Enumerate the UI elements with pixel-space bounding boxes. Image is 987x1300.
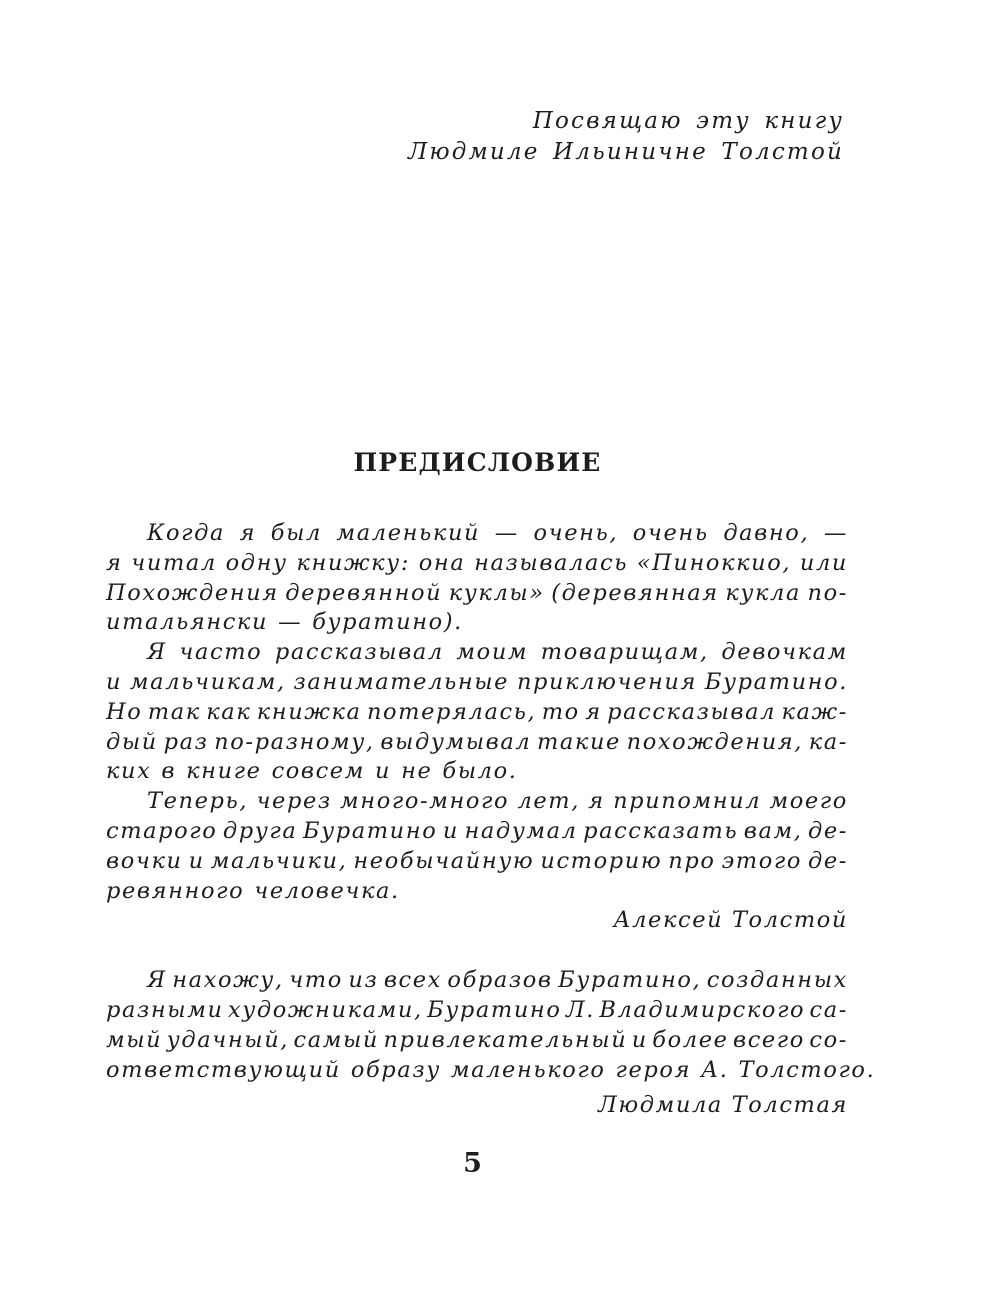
paragraph-group: [106, 519, 848, 906]
text-line: я читал одну книжку: она называлась «Пиноккио, или: [106, 549, 848, 576]
text-line: Похождения деревянной куклы» (деревянная кукла по-: [106, 579, 848, 606]
text-line: разными художниками, Буратино Л. Владимирского са-: [106, 996, 848, 1023]
text-line: Когда я был маленький — очень, очень давно, —: [147, 520, 848, 546]
preface-text: [106, 519, 876, 1121]
text-line: дый раз по-разному, выдумывал такие похождения, ка-: [106, 728, 848, 755]
paragraph-spacer: [106, 936, 848, 966]
text-line: ответствующий образу маленького героя А. Толстого.: [106, 1056, 876, 1083]
text-line: и мальчикам, занимательные приключения Буратино.: [106, 668, 848, 695]
text-line: ких в книге совсем и не было.: [106, 758, 518, 785]
text-line: Я нахожу, что из всех образов Буратино, созданных: [147, 967, 848, 994]
text-line: старого друга Буратино и надумал рассказать вам, де-: [106, 817, 848, 844]
paragraph-group: [106, 966, 876, 1085]
text-line: вочки и мальчики, необычайную историю про этого де-: [106, 847, 848, 874]
text-line: Я часто рассказывал моим товарищам, девочкам: [147, 639, 848, 666]
text-line: Теперь, через много-много лет, я припомнил моего: [147, 788, 848, 815]
text-line: мый удачный, самый привлекательный и более всего со-: [106, 1026, 848, 1053]
author-signature: Алексей Толстой: [613, 907, 848, 934]
chapter-heading: ПРЕДИСЛОВИЕ: [353, 448, 602, 477]
dedication-line: Посвящаю эту книгу: [532, 108, 844, 134]
dedication-line: Людмиле Ильиничне Толстой: [407, 139, 844, 165]
text-line: ревянного человечка.: [106, 877, 400, 904]
dedication: [408, 106, 844, 168]
text-line: Но так как книжка потерялась, то я рассказывал каж-: [106, 698, 848, 725]
text-line: итальянски — буратино).: [106, 609, 463, 636]
second-signature: Людмила Толстая: [597, 1092, 848, 1119]
page-number: 5: [463, 1148, 482, 1179]
